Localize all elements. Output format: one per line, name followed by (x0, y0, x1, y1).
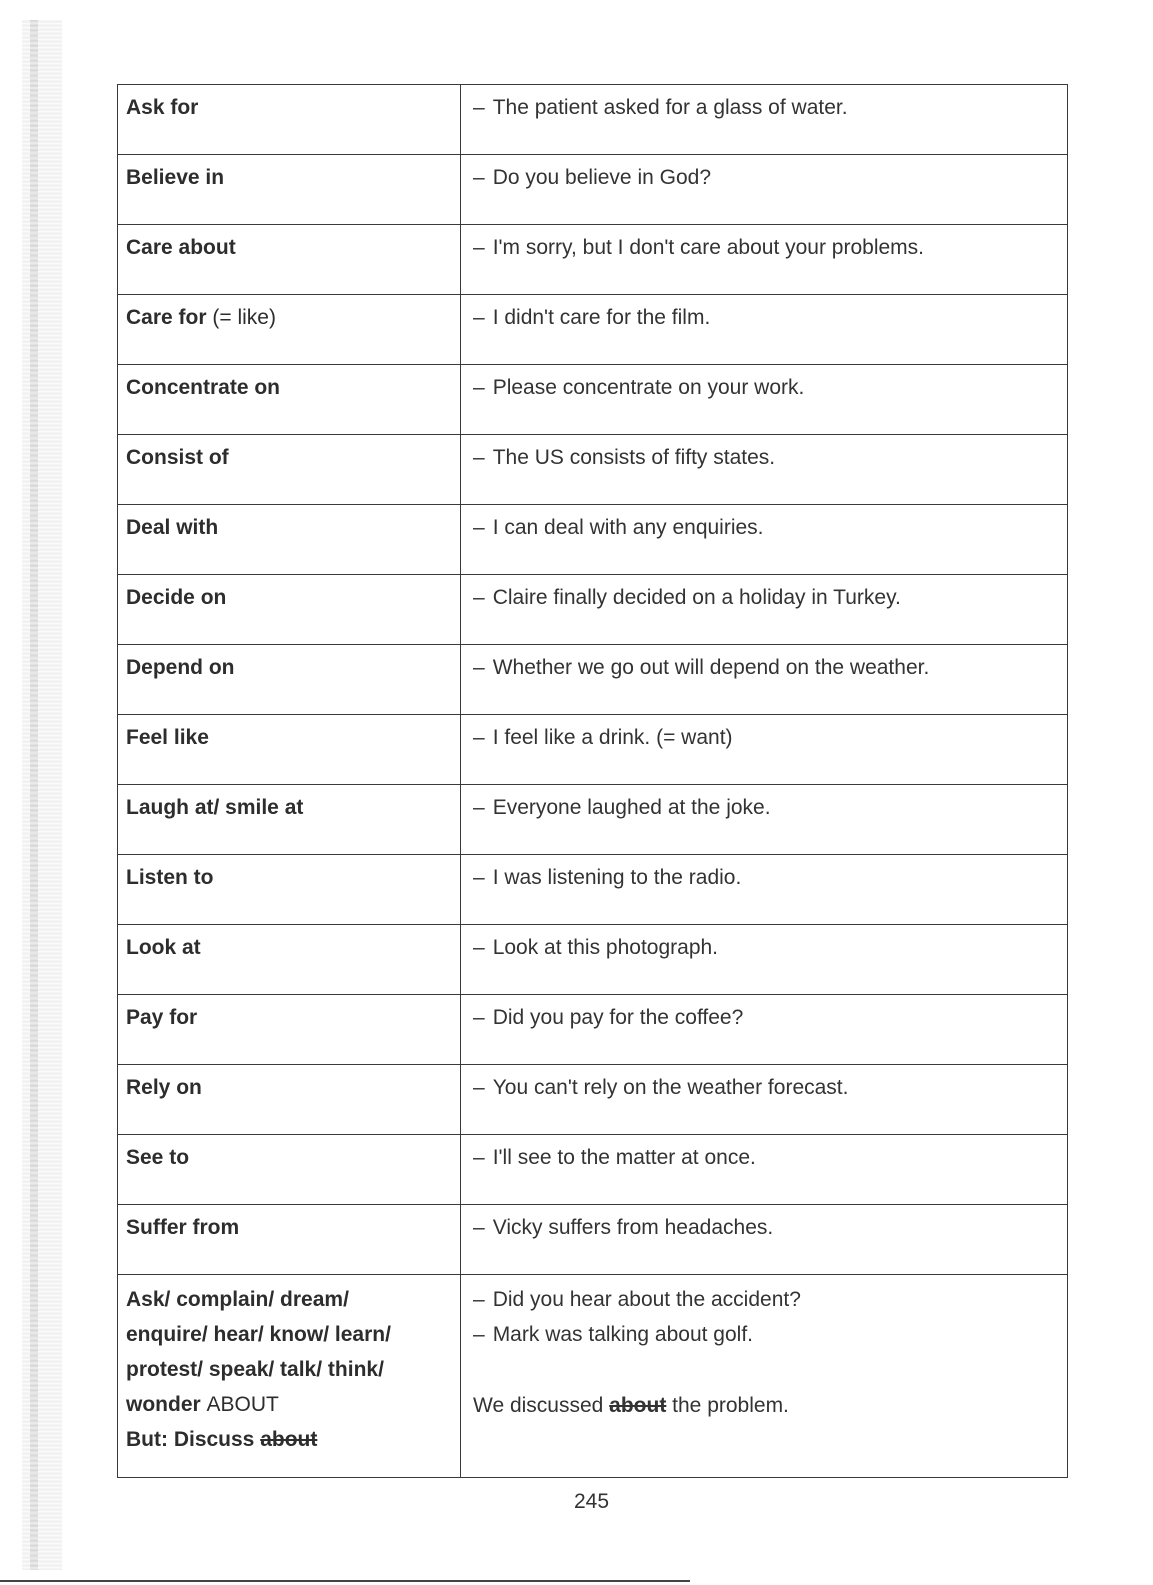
verb-note: (= like) (212, 306, 276, 329)
verb-text: Laugh at/ smile at (126, 796, 304, 819)
example-text: I feel like a drink. (= want) (492, 726, 733, 749)
verb-cell-about (118, 1275, 461, 1478)
dash-mark: – (473, 516, 485, 539)
table-row (118, 785, 1068, 855)
table-row (118, 855, 1068, 925)
example-text: Did you pay for the coffee? (492, 1006, 744, 1029)
dash-mark: – (473, 1216, 485, 1239)
example-cell (461, 1065, 1068, 1135)
verb-cell (118, 645, 461, 715)
verb-cell (118, 715, 461, 785)
page-number: 245 (573, 1490, 610, 1513)
example-cell (461, 715, 1068, 785)
dash-mark: – (473, 166, 485, 189)
verb-text: Deal with (126, 516, 219, 539)
example-cell-about (461, 1275, 1068, 1478)
verb-cell (118, 785, 461, 855)
dash-mark: – (473, 1288, 485, 1311)
verb-cell (118, 505, 461, 575)
example-line (473, 1317, 1059, 1352)
example-text: Please concentrate on your work. (492, 376, 805, 399)
verb-text: Care about (126, 236, 236, 259)
bottom-rule (0, 1580, 690, 1582)
discuss-after: the problem. (666, 1394, 789, 1417)
example-cell (461, 225, 1068, 295)
verb-line: enquire/ hear/ know/ learn/ (126, 1323, 391, 1346)
example-text: The US consists of fifty states. (492, 446, 776, 469)
example-cell (461, 575, 1068, 645)
verb-cell (118, 995, 461, 1065)
example-cell (461, 435, 1068, 505)
example-text: The patient asked for a glass of water. (492, 96, 848, 119)
example-cell (461, 505, 1068, 575)
verb-about-keyword: ABOUT (206, 1393, 279, 1416)
verb-cell (118, 925, 461, 995)
example-text: I didn't care for the film. (492, 306, 711, 329)
verb-text: Concentrate on (126, 376, 281, 399)
verb-cell (118, 225, 461, 295)
example-text: Look at this photograph. (492, 936, 719, 959)
example-cell (461, 1205, 1068, 1275)
dash-mark: – (473, 656, 485, 679)
table-row (118, 715, 1068, 785)
example-cell (461, 1135, 1068, 1205)
example-cell (461, 645, 1068, 715)
verb-line: Ask/ complain/ dream/ (126, 1288, 349, 1311)
dash-mark: – (473, 726, 485, 749)
example-line (473, 1282, 1059, 1317)
example-cell (461, 85, 1068, 155)
dash-mark: – (473, 866, 485, 889)
verb-text: Feel like (126, 726, 209, 749)
verb-text: Consist of (126, 446, 229, 469)
verb-cell (118, 295, 461, 365)
verb-text: Ask for (126, 96, 199, 119)
table-row (118, 575, 1068, 645)
example-text: Did you hear about the accident? (492, 1288, 801, 1311)
table-row (118, 995, 1068, 1065)
example-cell (461, 785, 1068, 855)
verb-text: Decide on (126, 586, 227, 609)
discuss-before: We discussed (473, 1394, 610, 1417)
verb-text: Suffer from (126, 1216, 240, 1239)
dash-mark: – (473, 96, 485, 119)
example-cell (461, 295, 1068, 365)
dash-mark: – (473, 1323, 485, 1346)
example-text: Whether we go out will depend on the weather. (492, 656, 930, 679)
verb-cell (118, 85, 461, 155)
example-text: I can deal with any enquiries. (492, 516, 764, 539)
verb-text: Care for (126, 306, 213, 329)
discuss-example (473, 1388, 1059, 1423)
example-text: I'll see to the matter at once. (492, 1146, 756, 1169)
scan-edge-strip (30, 20, 38, 1570)
example-text: Mark was talking about golf. (492, 1323, 753, 1346)
table-row (118, 435, 1068, 505)
example-text: You can't rely on the weather forecast. (492, 1076, 849, 1099)
verb-cell (118, 1065, 461, 1135)
table-row (118, 1205, 1068, 1275)
verb-cell (118, 435, 461, 505)
verb-cell (118, 1135, 461, 1205)
table-row (118, 1135, 1068, 1205)
example-cell (461, 995, 1068, 1065)
example-text: Everyone laughed at the joke. (492, 796, 771, 819)
table-row (118, 925, 1068, 995)
example-cell (461, 365, 1068, 435)
dash-mark: – (473, 446, 485, 469)
example-text: I'm sorry, but I don't care about your problems. (492, 236, 925, 259)
verb-cell (118, 155, 461, 225)
verb-but-note: But: Discuss (126, 1428, 261, 1451)
dash-mark: – (473, 586, 485, 609)
dash-mark: – (473, 236, 485, 259)
verb-line: protest/ speak/ talk/ think/ (126, 1358, 384, 1381)
example-cell (461, 855, 1068, 925)
verb-text: Listen to (126, 866, 214, 889)
verb-text: Look at (126, 936, 201, 959)
verb-cell (118, 1205, 461, 1275)
verb-cell (118, 365, 461, 435)
table-row (118, 155, 1068, 225)
table-row (118, 1065, 1068, 1135)
table-row (118, 85, 1068, 155)
example-text: Claire finally decided on a holiday in Turkey. (492, 586, 901, 609)
dash-mark: – (473, 796, 485, 819)
verb-cell (118, 855, 461, 925)
table-row (118, 295, 1068, 365)
verb-struck-about: about (260, 1428, 318, 1451)
verb-text: Depend on (126, 656, 235, 679)
dash-mark: – (473, 1006, 485, 1029)
scan-edge-shading (22, 20, 62, 1570)
discuss-struck-about: about (609, 1394, 667, 1417)
verb-text: Rely on (126, 1076, 202, 1099)
verb-text: Believe in (126, 166, 225, 189)
example-cell (461, 155, 1068, 225)
table-row (118, 225, 1068, 295)
table-row (118, 505, 1068, 575)
verb-text: See to (126, 1146, 190, 1169)
dash-mark: – (473, 936, 485, 959)
example-cell (461, 925, 1068, 995)
table-row (118, 365, 1068, 435)
table-row (118, 645, 1068, 715)
verb-cell (118, 575, 461, 645)
dash-mark: – (473, 1146, 485, 1169)
phrasal-verbs-table (117, 84, 1068, 1478)
verb-text: Pay for (126, 1006, 198, 1029)
dash-mark: – (473, 306, 485, 329)
example-text: I was listening to the radio. (492, 866, 742, 889)
dash-mark: – (473, 1076, 485, 1099)
table-row-about (118, 1275, 1068, 1478)
example-text: Do you believe in God? (492, 166, 711, 189)
dash-mark: – (473, 376, 485, 399)
verb-line: wonder (126, 1393, 207, 1416)
example-text: Vicky suffers from headaches. (492, 1216, 774, 1239)
